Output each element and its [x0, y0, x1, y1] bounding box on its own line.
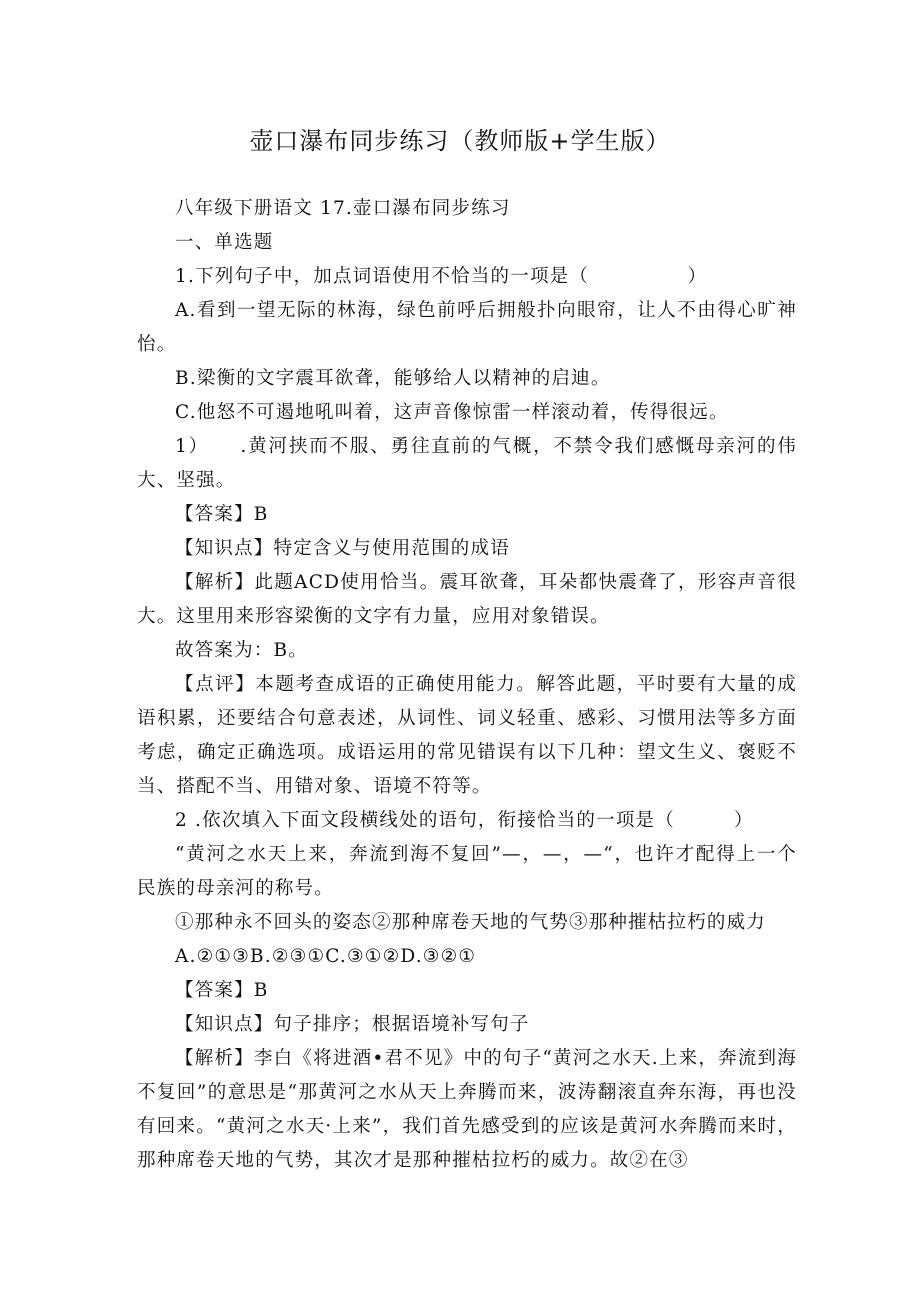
paragraph-options-2: A.②①③B.②③①C.③①②D.③②①: [175, 946, 477, 967]
paragraph-question-1: 1.下列句子中，加点词语使用不恰当的一项是（ ）: [175, 266, 708, 287]
paragraph-answer-2: 【答案】B: [175, 980, 269, 1001]
paragraph-knowledge-1: 【知识点】特定含义与使用范围的成语: [175, 538, 510, 559]
paragraph-section-heading: 一、单选题: [175, 232, 274, 253]
paragraph-comment-1: 【点评】本题考查成语的正确使用能力。解答此题，平时要有大量的成语积累，还要结合句意表述，从词性、词义轻重、感彩、习惯用法等多方面考虑，确定正确选项。成语运用的常见错误有以下几种：望文生义、褒贬不当、搭配不当、用错对象、语境不符等。: [137, 674, 797, 797]
paragraph-option-a: A.看到一望无际的林海，绿色前呼后拥般扑向眼帘，让人不由得心旷神怡。: [137, 300, 797, 355]
paragraph-option-c: C.他怒不可遏地吼叫着，这声音像惊雷一样滚动着，传得很远。: [175, 402, 729, 423]
document-body: [137, 192, 797, 1178]
paragraph-option-b: B.梁衡的文字震耳欲聋，能够给人以精神的启迪。: [175, 368, 611, 389]
paragraph-analysis-1: 【解析】此题ACD使用恰当。震耳欲聋，耳朵都快震聋了，形容声音很大。这里用来形容梁衡的文字有力量，应用对象错误。: [137, 572, 797, 627]
paragraph-question-2: 2 .依次填入下面文段横线处的语句，衔接恰当的一项是（ ）: [175, 810, 754, 831]
paragraph-sentences-2: ①那种永不回头的姿态②那种席卷天地的气势③那种摧枯拉朽的威力: [175, 912, 767, 933]
document-title: 壶口瀑布同步练习（教师版+学生版）: [249, 127, 671, 155]
paragraph-knowledge-2: 【知识点】句子排序；根据语境补写句子: [175, 1014, 530, 1035]
paragraph-option-d: 1） .黄河挟而不服、勇往直前的气概，不禁令我们感慨母亲河的伟大、坚强。: [137, 436, 797, 491]
paragraph-subtitle: 八年级下册语文 17.壶口瀑布同步练习: [175, 198, 511, 219]
paragraph-conclusion-1: 故答案为：B。: [175, 640, 308, 661]
paragraph-passage-2: “黄河之水天上来，奔流到海不复回”—，—，—“，也许才配得上一个民族的母亲河的称号。: [137, 844, 797, 899]
paragraph-answer-1: 【答案】B: [175, 504, 269, 525]
paragraph-analysis-2: 【解析】李白《将进酒•君不见》中的句子“黄河之水天.上来，奔流到海不复回”的意思是“那黄河之水从天上奔腾而来，波涛翻滚直奔东海，再也没有回来。“黄河之水天·上来”，我们首先感受到的应该是黄河水奔腾而来时，那种席卷天地的气势，其次才是那种摧枯拉朽的威力。故②在③: [137, 1048, 797, 1171]
